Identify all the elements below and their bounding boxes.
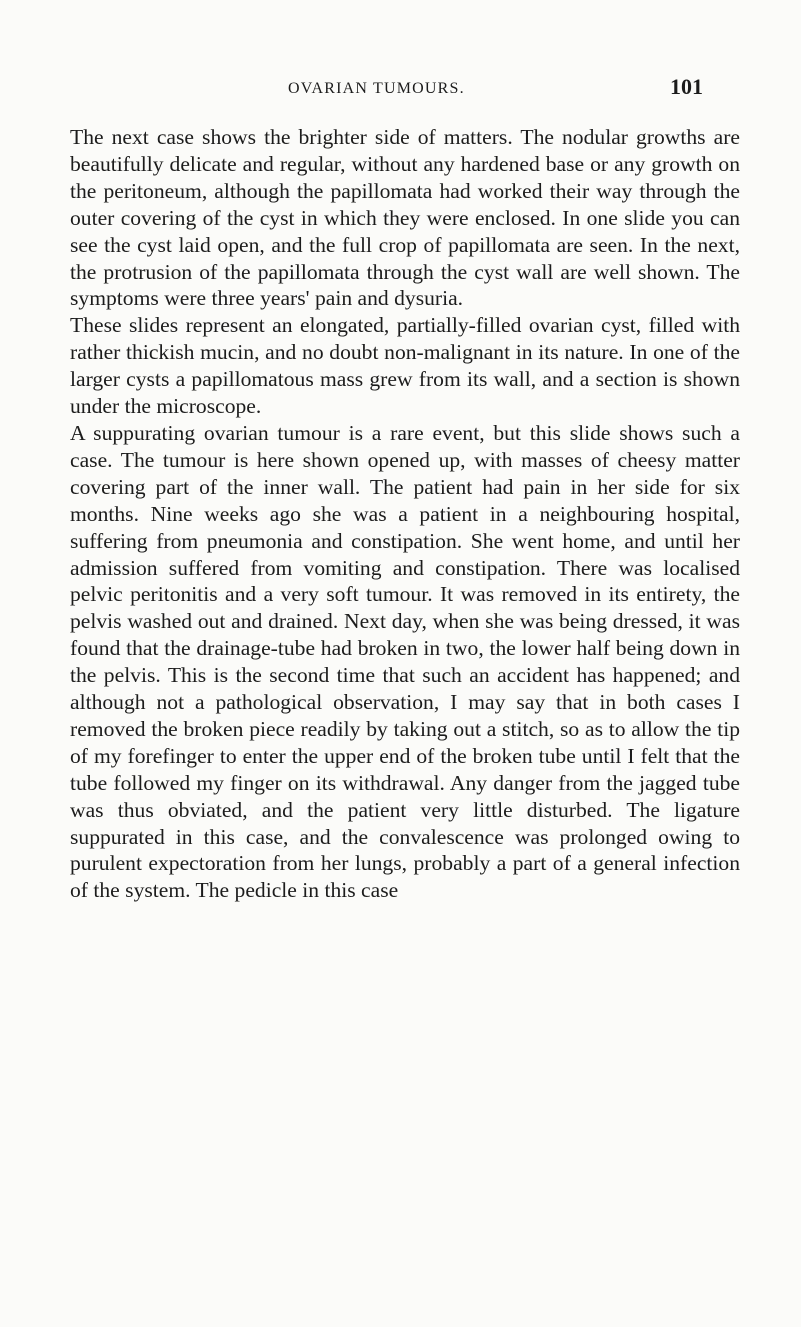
chapter-title: OVARIAN TUMOURS. [288,80,465,97]
paragraph-suppurating-tumour: A suppurating ovarian tumour is a rare event, but this slide shows such a case. The tumour is here shown opened up, with masses of cheesy matter covering part of the inner wall. The patient had pain in her side for six months. Nine weeks ago she was a patient in a neighbouring hospital, suffering from pneumonia and constipation. She went home, and until her admission suffered from vomiting and constipation. There was localised pelvic peritonitis and a very soft tumour. It was removed in its entirety, the pelvis washed out and drained. Next day, when she was being dressed, it was found that the drainage-tube had broken in two, the lower half being down in the pelvis. This is the second time that such an accident has happened; and although not a pathological observation, I may say that in both cases I removed the broken piece readily by taking out a stitch, so as to allow the tip of my forefinger to enter the upper end of the broken tube until I felt that the tube followed my finger on its withdrawal. Any danger from the jagged tube was thus obviated, and the patient very little disturbed. The ligature suppurated in this case, and the convalescence was prolonged owing to purulent expectoration from her lungs, probably a part of a general infection of the system. The pedicle in this case [70,420,740,903]
page-number: 101 [670,74,703,99]
paragraph-papillomata-case: The next case shows the brighter side of matters. The nodular growths are beautifully delicate and regular, without any hardened base or any growth on the peritoneum, although the papillomata had worked their way through the outer covering of the cyst in which they were enclosed. In one slide you can see the cyst laid open, and the full crop of papillomata are seen. In the next, the protrusion of the papillomata through the cyst wall are well shown. The symptoms were three years' pain and dysuria. [70,125,740,311]
paragraph-mucin-cyst: These slides represent an elongated, partially-filled ovarian cyst, filled with rather thickish mucin, and no doubt non-malignant in its nature. In one of the larger cysts a papillomatous mass grew from its wall, and a section is shown under the microscope. [70,313,740,419]
running-header [0,74,801,104]
body-text [70,124,740,904]
